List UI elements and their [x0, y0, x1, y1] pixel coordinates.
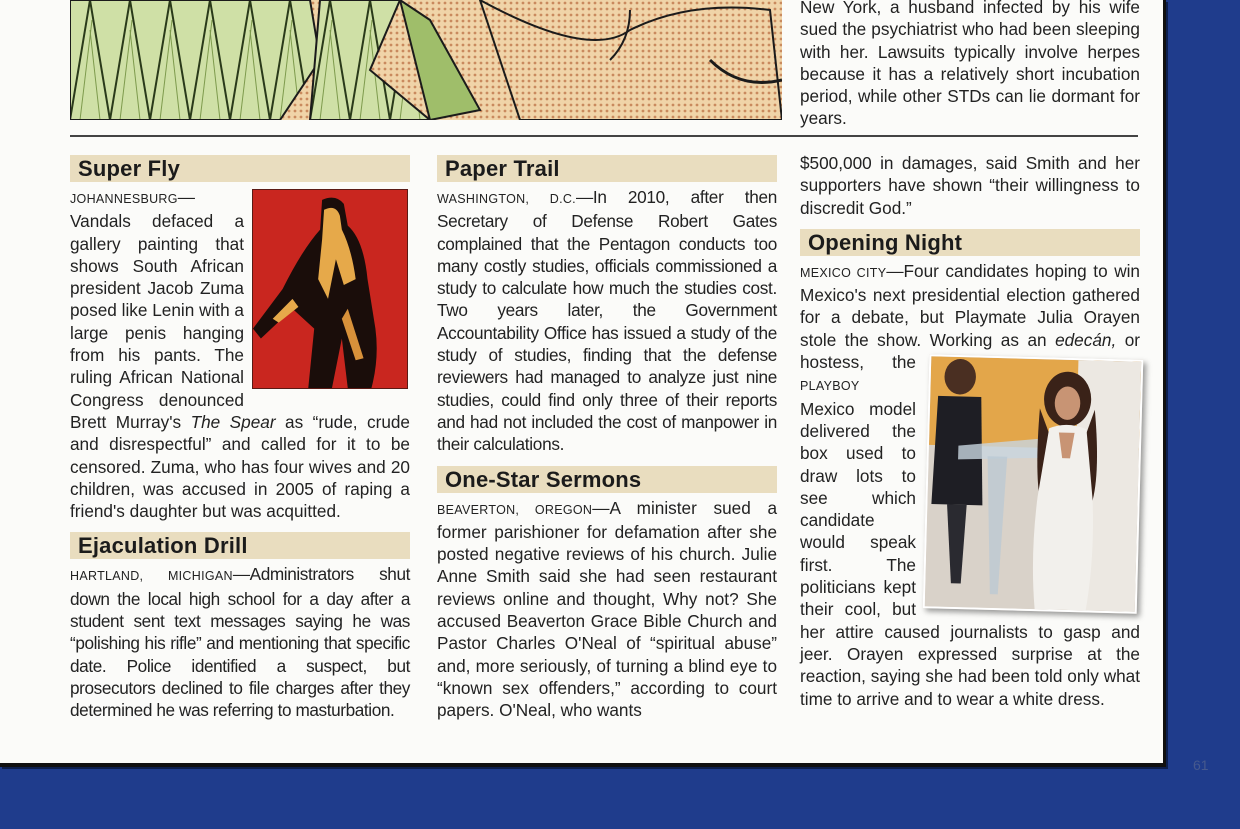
article-opening-night: MEXICO CITY—Four candidates hoping to win Mexico's next presidential election gathered for a debate, but Playmate Julia Orayen stole the show. Working as an edecán, or hostess, the PLAYBOY Mexico model delivered the box used to draw lots to see which candidate would speak first. The politicians kept their cool, but her attire caused journalists to gasp and jeer. Orayen expressed surprise at the reaction, saying she had been told only what time to arrive and to wear a white dress.: [800, 260, 1140, 710]
top-right-continuation: [800, 0, 1140, 130]
article-one-star-sermons: BEAVERTON, OREGON—A minister sued a former parishioner for defamation after she posted negative reviews of his church. Julie Anne Smith said she had seen restaurant reviews online and thought, Why not? She accused Beaverton Grace Bible Church and Pastor Charles O'Neal of “spiritual abuse” and, more seriously, of turning a blind eye to “known sex offenders,” according to court papers. O'Neal, who wants: [437, 497, 778, 721]
headline-paper-trail: Paper Trail: [437, 155, 777, 182]
page-number: 61: [1193, 757, 1209, 773]
spear-painting-art: [253, 190, 407, 388]
article-one-star-sermons-continued: $500,000 in damages, said Smith and her supporters have shown “their willingness to discredit God.”: [800, 153, 1140, 218]
comic-illustration: [70, 0, 782, 120]
column-3: [800, 152, 1140, 710]
headline-opening-night: Opening Night: [800, 229, 1140, 256]
headline-super-fly: Super Fly: [70, 155, 410, 182]
top-right-text: New York, a husband infected by his wife sued the psychiatrist who had been sleeping with her. Lawsuits typically involve herpes because it has a relatively short incubation period, while other STDs can lie dormant for years.: [800, 0, 1140, 129]
headline-ejaculation-drill: Ejaculation Drill: [70, 532, 410, 559]
column-2: [437, 155, 777, 722]
comic-art: [70, 0, 782, 120]
column-1: [70, 155, 410, 722]
article-ejaculation-drill: HARTLAND, MICHIGAN—Administrators shut down the local high school for a day after a student sent text messages saying he was “polishing his rifle” and mentioning that specific date. Police identified a suspect, but prosecutors declined to file charges after they determined he was referring to masturbation.: [70, 564, 410, 721]
playmate-photo: [923, 354, 1144, 614]
headline-one-star-sermons: One-Star Sermons: [437, 466, 777, 493]
section-divider: [70, 135, 1138, 137]
article-super-fly: JOHANNESBURG—Vandals defaced a gallery painting that shows South African president Jacob Zuma posed like Lenin with a large penis hanging from his pants. The ruling African National Congress denounced Brett Murray's The Spear as “rude, crude and disrespectful” and called for it to be censored. Zuma, who has four wives and 20 children, was accused in 2005 of raping a friend's daughter but was acquitted.: [70, 187, 410, 522]
article-paper-trail: WASHINGTON, D.C.—In 2010, after then Secretary of Defense Robert Gates complained that the Pentagon conducts too many costly studies, officials commissioned a study to calculate how much the studies cost. Two years later, the Government Accountability Office has issued a study of the study of studies, finding that the defense reviewers had managed to analyze just nine studies, could find only three of their reports and had not included the cost of manpower in their calculations.: [437, 187, 777, 455]
spear-painting-image: [252, 189, 408, 389]
debate-photo-art: [925, 356, 1141, 611]
